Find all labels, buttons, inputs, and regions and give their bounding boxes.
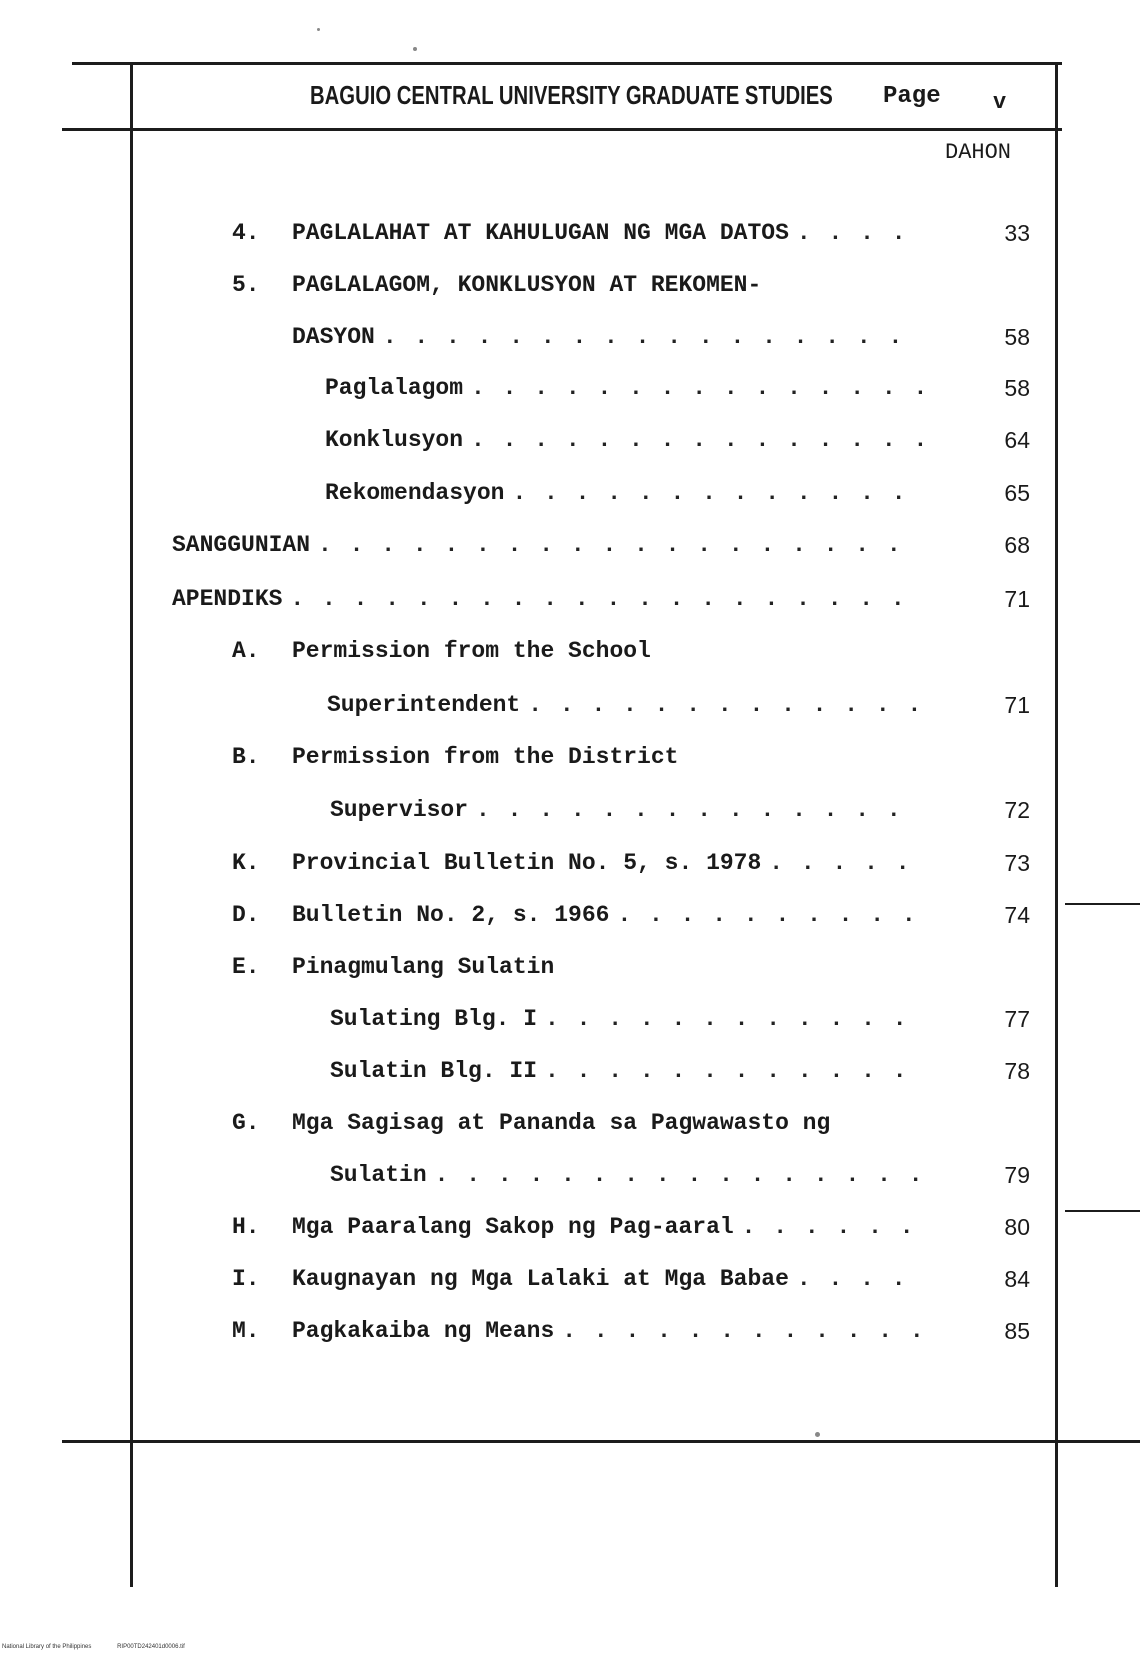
header-bottom-rule <box>62 128 1062 131</box>
entry-page: 78 <box>1004 1058 1030 1084</box>
toc-entry <box>330 1056 922 1086</box>
scan-credit-file: RIP00TD242401d0006.tif <box>117 1644 185 1650</box>
header-page-number: v <box>993 90 1007 115</box>
toc-entry <box>232 218 922 248</box>
right-margin-rule <box>1055 62 1058 1587</box>
leader-dots <box>761 848 922 878</box>
entry-number: 5. <box>232 272 260 298</box>
entry-text: DASYON <box>292 324 375 350</box>
bottom-rule <box>62 1440 1140 1443</box>
leader-dots <box>427 1160 922 1190</box>
leader-dots <box>789 218 922 248</box>
entry-text: APENDIKS <box>172 586 283 612</box>
entry-page: 71 <box>1004 692 1030 718</box>
entry-page: 65 <box>1004 480 1030 506</box>
scan-credit-source: National Library of the Philippines <box>2 1644 92 1650</box>
toc-entry <box>325 478 922 508</box>
toc-entry <box>330 1160 922 1190</box>
entry-text: Sulatin Blg. II <box>330 1058 538 1084</box>
leader-dots <box>554 1316 922 1346</box>
entry-text: Paglalagom <box>325 375 464 401</box>
entry-page: 80 <box>1004 1214 1030 1240</box>
leader-dots <box>468 795 922 825</box>
entry-page: 71 <box>1004 586 1030 612</box>
entry-page: 74 <box>1004 902 1030 928</box>
entry-number: M. <box>232 1318 260 1344</box>
toc-entry <box>172 584 922 614</box>
entry-number: G. <box>232 1110 260 1136</box>
entry-number: D. <box>232 902 260 928</box>
entry-number: A. <box>232 638 260 664</box>
entry-page: 85 <box>1004 1318 1030 1344</box>
toc-entry <box>330 1004 922 1034</box>
entry-page: 73 <box>1004 850 1030 876</box>
toc-entry <box>232 952 554 982</box>
entry-number: I. <box>232 1266 260 1292</box>
entry-page: 64 <box>1004 427 1030 453</box>
toc-entry <box>232 1316 922 1346</box>
entry-page: 58 <box>1004 324 1030 350</box>
entry-text: Bulletin No. 2, s. 1966 <box>292 902 610 928</box>
entry-page: 58 <box>1004 375 1030 401</box>
toc-entry <box>232 848 922 878</box>
entry-number: B. <box>232 744 260 770</box>
top-rule <box>72 62 1062 65</box>
leader-dots <box>734 1212 922 1242</box>
entry-text: Konklusyon <box>325 427 464 453</box>
leader-dots <box>310 530 922 560</box>
leader-dots <box>282 584 922 614</box>
entry-text: Kaugnayan ng Mga Lalaki at Mga Babae <box>292 1266 789 1292</box>
entry-text: Superintendent <box>327 692 521 718</box>
entry-text: PAGLALAHAT AT KAHULUGAN NG MGA DATOS <box>292 220 789 246</box>
leader-dots <box>520 690 922 720</box>
toc-entry <box>292 322 922 352</box>
right-edge-mark-2 <box>1065 1210 1140 1212</box>
entry-page: 72 <box>1004 797 1030 823</box>
leader-dots <box>537 1004 922 1034</box>
entry-text: Sulating Blg. I <box>330 1006 538 1032</box>
leader-dots <box>789 1264 922 1294</box>
entry-page: 77 <box>1004 1006 1030 1032</box>
toc-entry <box>172 530 922 560</box>
toc-entry <box>232 636 651 666</box>
entry-number: H. <box>232 1214 260 1240</box>
entry-text: Provincial Bulletin No. 5, s. 1978 <box>292 850 762 876</box>
entry-page: 33 <box>1004 220 1030 246</box>
entry-text: Pinagmulang Sulatin <box>292 954 555 980</box>
leader-dots <box>537 1056 922 1086</box>
entry-text: Rekomendasyon <box>325 480 505 506</box>
toc-entry <box>325 373 922 403</box>
header-page-label: Page <box>883 83 941 110</box>
entry-number: 4. <box>232 220 260 246</box>
entry-page: 84 <box>1004 1266 1030 1292</box>
entry-text: Supervisor <box>330 797 469 823</box>
scan-credit <box>2 1644 185 1650</box>
entry-text: SANGGUNIAN <box>172 532 311 558</box>
leader-dots <box>609 900 922 930</box>
header-title: BAGUIO CENTRAL UNIVERSITY GRADUATE STUDIES <box>310 80 833 110</box>
entry-text: Pagkakaiba ng Means <box>292 1318 555 1344</box>
entry-text: PAGLALAGOM, KONKLUSYON AT REKOMEN- <box>292 272 762 298</box>
toc-entry <box>232 900 922 930</box>
toc-entry <box>232 270 761 300</box>
left-margin-rule <box>130 62 133 1587</box>
scan-speck <box>815 1432 820 1437</box>
entry-page: 68 <box>1004 532 1030 558</box>
toc-entry <box>232 1108 830 1138</box>
toc-entry <box>232 742 678 772</box>
leader-dots <box>463 373 922 403</box>
right-edge-mark-1 <box>1065 903 1140 905</box>
toc-entry <box>330 795 922 825</box>
toc-entry <box>232 1264 922 1294</box>
toc-entry <box>325 425 922 455</box>
entry-text: Sulatin <box>330 1162 427 1188</box>
leader-dots <box>504 478 922 508</box>
scan-speck <box>317 28 320 31</box>
column-label-dahon: DAHON <box>945 140 1012 165</box>
entry-text: Mga Sagisag at Pananda sa Pagwawasto ng <box>292 1110 831 1136</box>
toc-entry <box>232 1212 922 1242</box>
entry-text: Permission from the School <box>292 638 651 664</box>
toc-entry <box>327 690 922 720</box>
entry-text: Mga Paaralang Sakop ng Pag-aaral <box>292 1214 734 1240</box>
entry-page: 79 <box>1004 1162 1030 1188</box>
entry-number: E. <box>232 954 260 980</box>
leader-dots <box>375 322 922 352</box>
leader-dots <box>463 425 922 455</box>
entry-number: K. <box>232 850 260 876</box>
scan-speck <box>413 47 417 51</box>
entry-text: Permission from the District <box>292 744 679 770</box>
